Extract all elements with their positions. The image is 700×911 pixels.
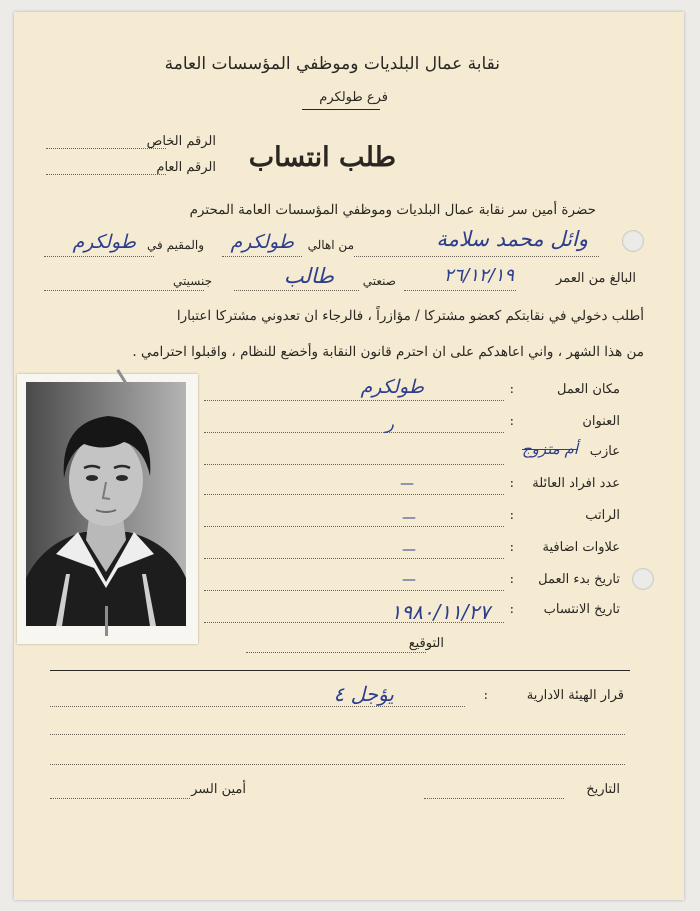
addressee-line: حضرة أمين سر نقابة عمال البلديات وموظفي المؤسسات العامة المحترم [189,202,596,218]
date-label: التاريخ [586,782,620,797]
field-colon: : [509,602,514,617]
field-label-family: عدد افراد العائلة [532,476,620,491]
resident-label: والمقيم في [147,238,204,252]
field-value-membership-date: ١٩٨٠/١١/٢٧ [390,600,490,624]
field-label-single: عازب [589,444,620,459]
nationality-line [44,290,204,291]
org-name: نقابة عمال البلديات وموظفي المؤسسات العامة [164,54,500,74]
age-line [404,290,516,291]
general-number-label: الرقم العام [156,160,216,175]
field-label-allowances: علاوات اضافية [542,540,620,555]
field-line-work-start [204,590,504,591]
request-paragraph-2: من هذا الشهر ، واني اعاهدكم على ان احترم قانون النقابة وأخضع للنظام ، واقبلوا احترامي . [132,344,644,360]
origin-value: طولكرم [230,231,294,253]
punch-hole-bottom [632,568,654,590]
request-paragraph-1: أطلب دخولي في نقابتكم كعضو مشتركا / مؤازراً ، فالرجاء ان تعدوني مشتركا اعتبارا [176,308,644,324]
field-value-family: — [400,476,414,492]
field-colon: : [509,476,514,491]
field-line-salary [204,526,504,527]
portrait-image [26,382,186,626]
age-label: البالغ من العمر [556,271,636,286]
field-label-address: العنوان [582,414,620,429]
job-value: طالب [283,264,334,288]
name-line [354,256,599,257]
field-label-membership-date: تاريخ الانتساب [543,602,620,617]
secretary-line [50,798,190,799]
from-label: من اهالي [307,238,354,252]
signature-label: التوقيع [408,636,444,651]
field-colon: : [509,382,514,397]
decision-value: يؤجل ٤ [333,682,394,706]
nationality-label: جنسيتي [173,274,212,288]
residence-line [44,256,154,257]
applicant-name: وائل محمد سلامة [436,227,588,251]
applicant-photo [26,382,186,626]
field-colon: : [509,508,514,523]
decision-label: قرار الهيئة الادارية [526,688,624,703]
field-value-address: ر [385,414,394,434]
special-number-label: الرقم الخاص [146,134,216,149]
branch-name: فرع طولكرم [319,90,388,105]
section-divider [50,670,630,671]
origin-line [222,256,302,257]
date-line [424,798,564,799]
field-line-family [204,494,504,495]
decision-line-3 [50,764,625,765]
field-value-salary: — [402,510,416,526]
field-label-work-start: تاريخ بدء العمل [538,572,620,587]
decision-line-1 [50,706,465,707]
decision-line-2 [50,734,625,735]
photo-frame [17,374,198,644]
punch-hole-top [622,230,644,252]
field-label-workplace: مكان العمل [557,382,620,397]
field-value-married: أم متزوج [522,440,578,458]
field-value-allowances: — [402,542,416,558]
field-colon: : [509,540,514,555]
field-value-workplace: طولكرم [360,376,424,398]
form-title: طلب انتساب [248,142,396,173]
general-number-line [46,174,166,175]
signature-line [246,652,426,653]
field-line-marital [204,464,504,465]
field-label-salary: الراتب [585,508,620,523]
field-line-allowances [204,558,504,559]
age-value: ٢٦/١٢/١٩ [443,265,514,286]
field-colon: : [509,572,514,587]
field-line-address [204,432,504,433]
field-line-workplace [204,400,504,401]
residence-value: طولكرم [72,231,136,253]
job-line [234,290,359,291]
branch-underline [302,109,380,110]
application-form-sheet [14,12,684,900]
job-label: صنعتي [362,274,396,288]
field-colon: : [509,414,514,429]
field-value-work-start: — [402,572,416,588]
secretary-label: أمين السر [191,782,246,797]
staple-bottom [105,606,108,636]
special-number-line [46,148,166,149]
decision-colon: : [483,688,488,703]
